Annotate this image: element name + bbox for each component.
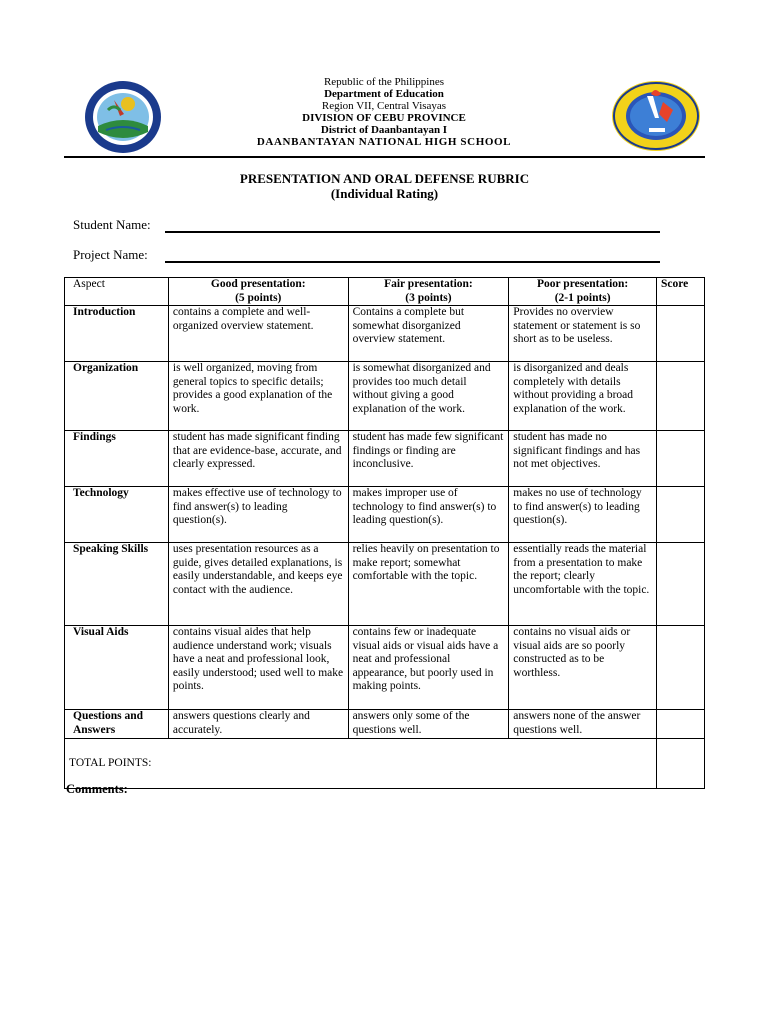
- score-cell[interactable]: [657, 543, 705, 626]
- header-republic: Republic of the Philippines: [323, 76, 445, 88]
- good-cell: uses presentation resources as a guide, gives detailed explanations, is easily understandable, and keeps eye contact with the audience.: [168, 543, 348, 626]
- rubric-row-introduction: [65, 306, 705, 362]
- student-name-field: [73, 217, 673, 237]
- aspect-cell: Introduction: [65, 306, 169, 362]
- aspect-cell: Findings: [65, 431, 169, 487]
- rubric-table: [64, 277, 705, 789]
- good-cell: answers questions clearly and accurately.: [168, 710, 348, 739]
- project-name-line[interactable]: [165, 261, 660, 263]
- fair-cell: is somewhat disorganized and provides too much detail without giving a good explanation of the work.: [348, 362, 509, 431]
- total-score-cell[interactable]: [657, 739, 705, 789]
- header-department: Department of Education: [324, 88, 444, 100]
- total-points-label: TOTAL POINTS:: [65, 739, 657, 789]
- score-cell[interactable]: [657, 626, 705, 710]
- rubric-row-speaking-skills: [65, 543, 705, 626]
- poor-cell: Provides no overview statement or statement is so short as to be useless.: [509, 306, 657, 362]
- aspect-cell: Technology: [65, 487, 169, 543]
- header-fair-points: (3 points): [405, 291, 452, 304]
- rubric-row-visual-aids: [65, 626, 705, 710]
- fair-cell: makes improper use of technology to find answer(s) to leading question(s).: [348, 487, 509, 543]
- header-school: DAANBANTAYAN NATIONAL HIGH SCHOOL: [256, 136, 512, 148]
- header-fair: [348, 278, 509, 306]
- score-cell[interactable]: [657, 362, 705, 431]
- good-cell: contains visual aides that help audience understand work; visuals have a neat and professional look, easily understood; used well to make points.: [168, 626, 348, 710]
- aspect-cell: Organization: [65, 362, 169, 431]
- header-division: DIVISION OF CEBU PROVINCE: [302, 112, 466, 124]
- aspect-cell: Visual Aids: [65, 626, 169, 710]
- rubric-header-row: [65, 278, 705, 306]
- comments-label: Comments:: [66, 782, 128, 796]
- poor-cell: makes no use of technology to find answer(s) to leading question(s).: [509, 487, 657, 543]
- letterhead: [64, 76, 704, 156]
- header-divider: [64, 156, 705, 158]
- poor-cell: student has made no significant findings and has not met objectives.: [509, 431, 657, 487]
- score-cell[interactable]: [657, 487, 705, 543]
- header-region: Region VII, Central Visayas: [321, 100, 447, 112]
- aspect-cell: Speaking Skills: [65, 543, 169, 626]
- header-score: Score: [657, 278, 705, 306]
- project-name-field: [73, 247, 673, 267]
- poor-cell: is disorganized and deals completely with details without providing a broad explanation of the work.: [509, 362, 657, 431]
- rubric-row-technology: [65, 487, 705, 543]
- score-cell[interactable]: [657, 710, 705, 739]
- score-cell[interactable]: [657, 431, 705, 487]
- student-name-label: Student Name:: [73, 217, 151, 232]
- good-cell: makes effective use of technology to find answer(s) to leading question(s).: [168, 487, 348, 543]
- document-title: PRESENTATION AND ORAL DEFENSE RUBRIC: [239, 171, 530, 186]
- good-cell: is well organized, moving from general topics to specific details; provides a good explanation of the work.: [168, 362, 348, 431]
- rubric-total-row: [65, 739, 705, 789]
- header-poor: [509, 278, 657, 306]
- document-subtitle: (Individual Rating): [330, 186, 439, 201]
- header-poor-points: (2-1 points): [554, 291, 611, 304]
- rubric-row-findings: [65, 431, 705, 487]
- header-good-points: (5 points): [235, 291, 282, 304]
- header-poor-label: Poor presentation:: [537, 278, 629, 290]
- project-name-label: Project Name:: [73, 247, 148, 262]
- header-aspect: Aspect: [65, 278, 169, 306]
- header-good-label: Good presentation:: [210, 278, 306, 290]
- fair-cell: answers only some of the questions well.: [348, 710, 509, 739]
- rubric-row-organization: [65, 362, 705, 431]
- student-name-line[interactable]: [165, 231, 660, 233]
- fair-cell: Contains a complete but somewhat disorganized overview statement.: [348, 306, 509, 362]
- header-district: District of Daanbantayan I: [320, 124, 448, 136]
- header-fair-label: Fair presentation:: [384, 278, 473, 290]
- aspect-cell: Questions and Answers: [65, 710, 169, 739]
- fair-cell: relies heavily on presentation to make report; somewhat comfortable with the topic.: [348, 543, 509, 626]
- fair-cell: contains few or inadequate visual aids or visual aids have a neat and professional appearance, but poorly used in making points.: [348, 626, 509, 710]
- rubric-row-questions-answers: [65, 710, 705, 739]
- poor-cell: contains no visual aids or visual aids are so poorly constructed as to be worthless.: [509, 626, 657, 710]
- fair-cell: student has made few significant findings or finding are inconclusive.: [348, 431, 509, 487]
- score-cell[interactable]: [657, 306, 705, 362]
- poor-cell: essentially reads the material from a presentation to make the report; clearly uncomfortable with the topic.: [509, 543, 657, 626]
- good-cell: contains a complete and well-organized overview statement.: [168, 306, 348, 362]
- header-good: [168, 278, 348, 306]
- good-cell: student has made significant finding that are evidence-base, accurate, and clearly expressed.: [168, 431, 348, 487]
- poor-cell: answers none of the answer questions well.: [509, 710, 657, 739]
